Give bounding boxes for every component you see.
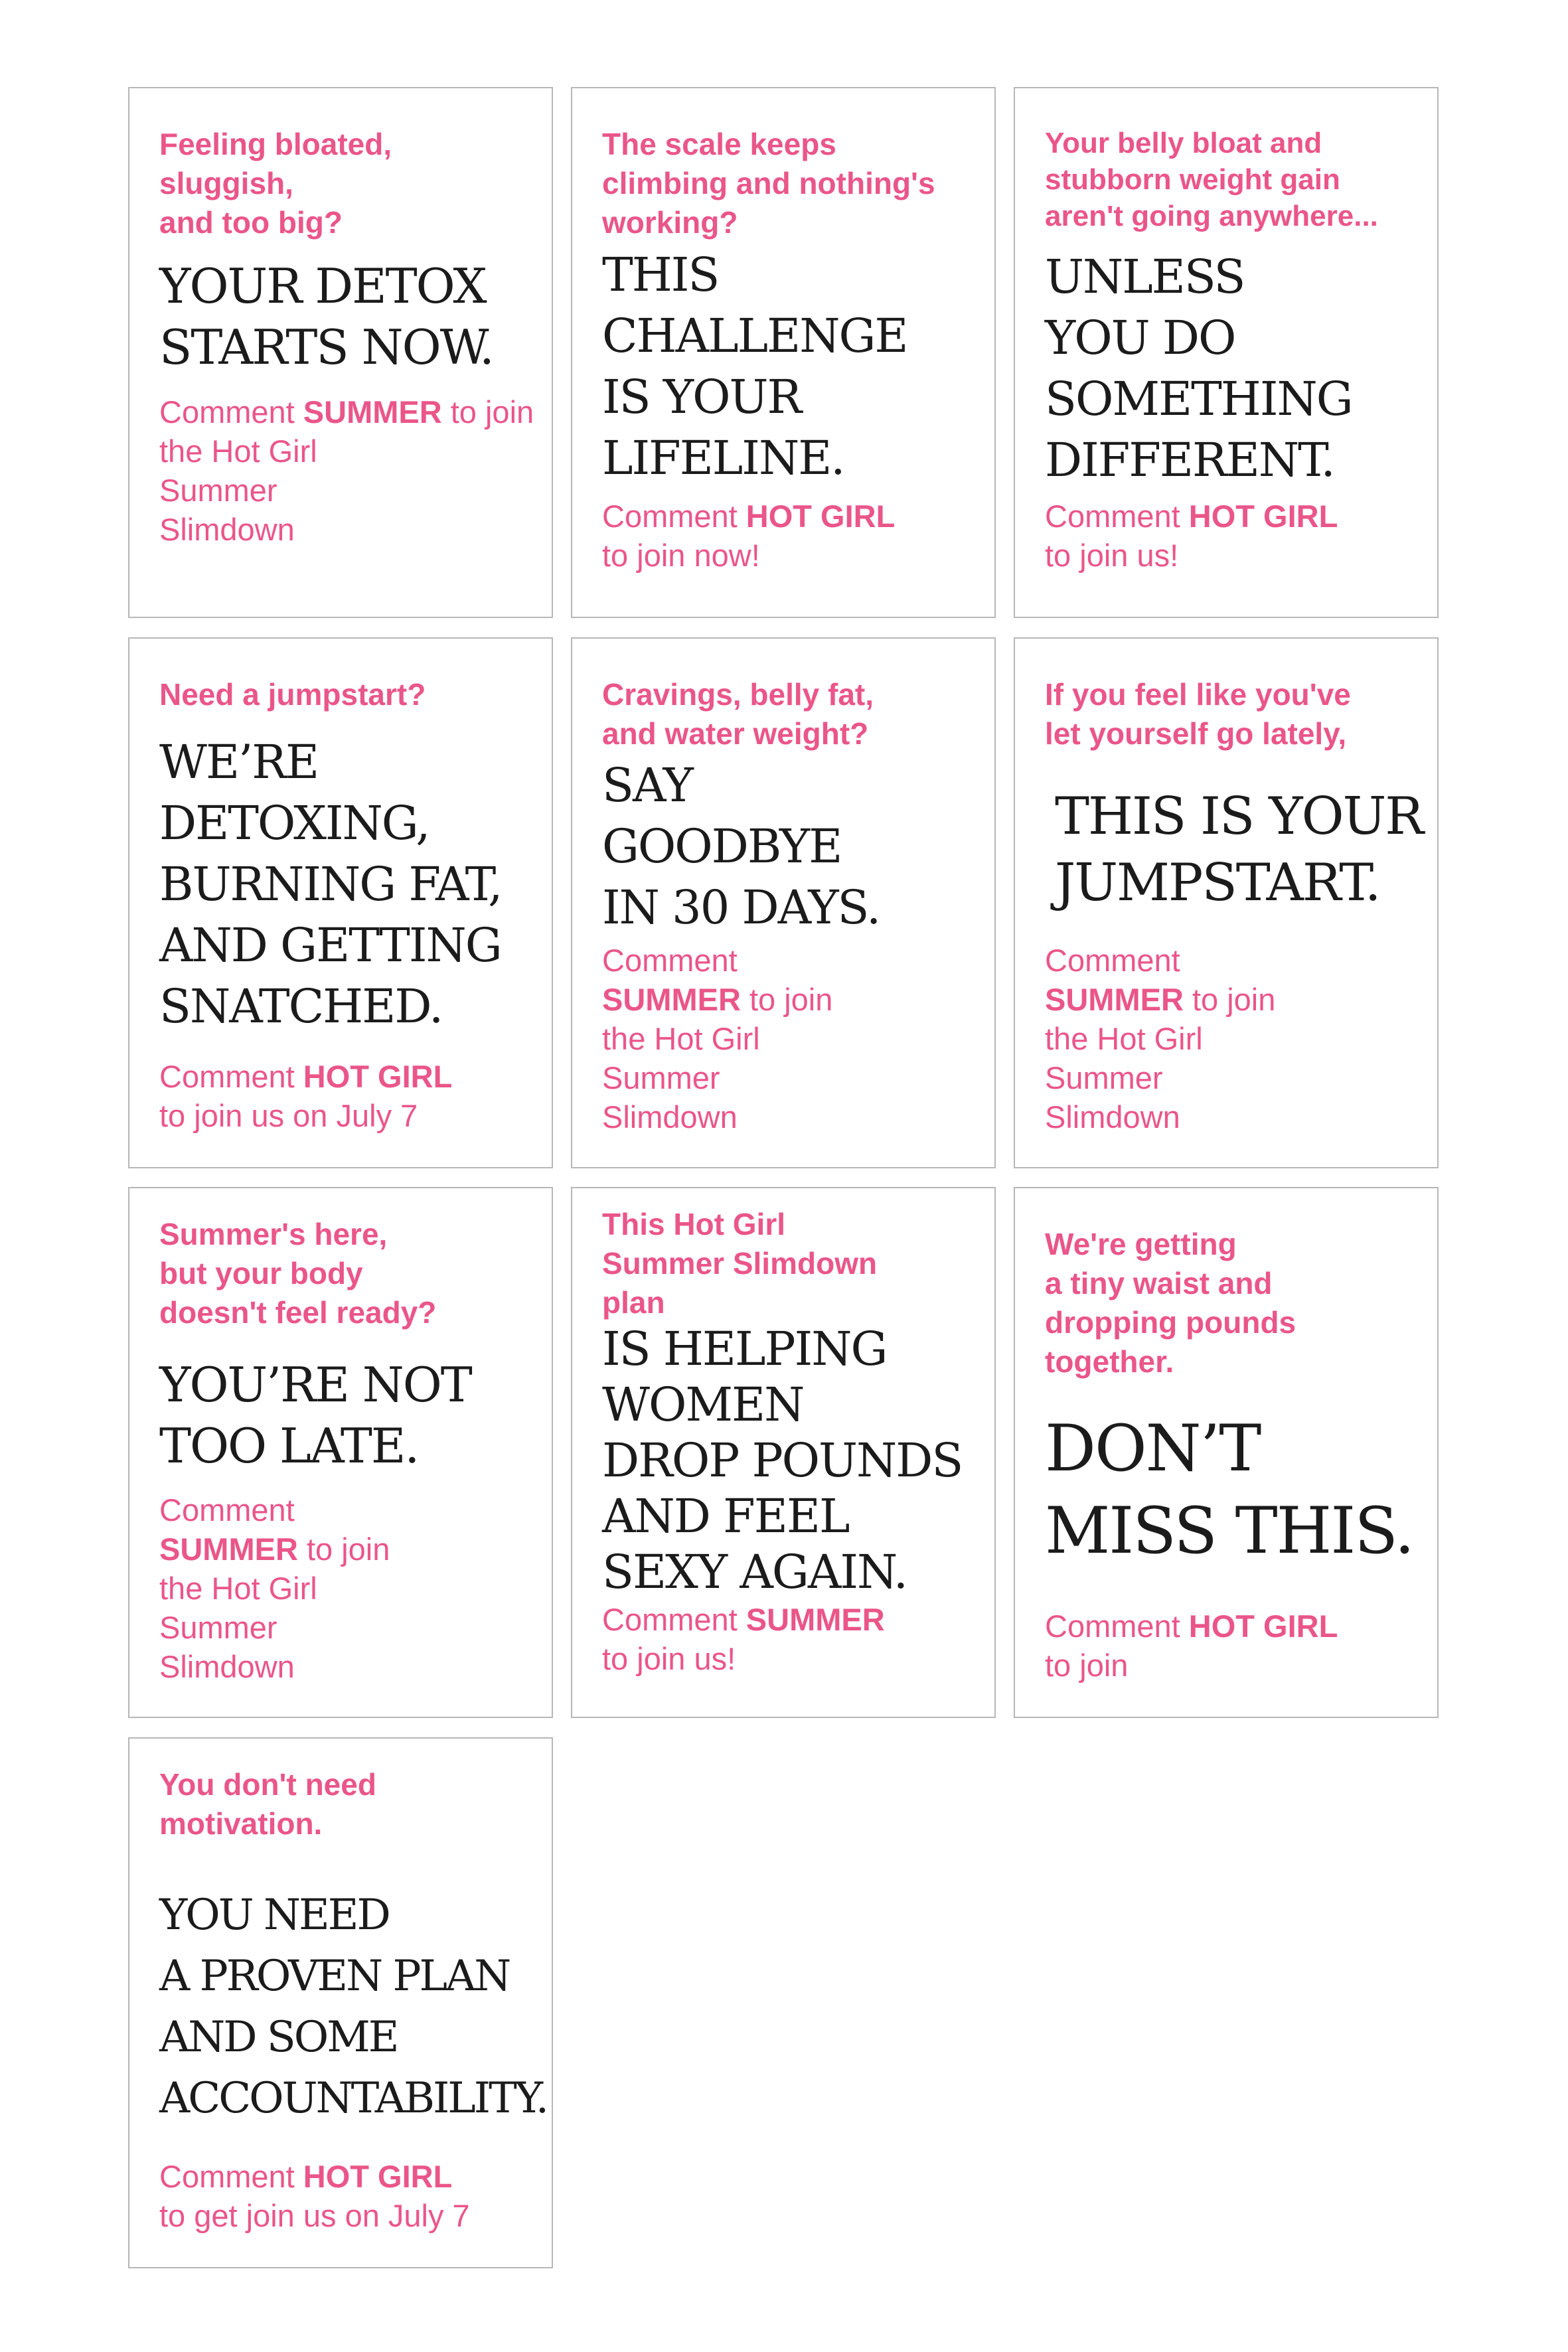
cta-prefix: Comment [159, 1492, 295, 1528]
card-cta [602, 1600, 982, 1678]
cta-keyword: SUMMER [159, 1531, 298, 1567]
cta-suffix: to join [1045, 1648, 1129, 1683]
cta-prefix: Comment [159, 394, 303, 430]
cta-keyword: HOT GIRL [303, 1059, 453, 1094]
cta-suffix: to join now! [602, 538, 760, 573]
cta-keyword: HOT GIRL [1188, 1608, 1338, 1644]
card-subheading: You don't need motivation. [159, 1767, 376, 1841]
cta-keyword: SUMMER [602, 982, 741, 1017]
card-subheading: If you feel like you've let yourself go lately, [1045, 677, 1351, 751]
cta-prefix: Comment [1045, 1608, 1189, 1644]
cta-suffix: to get join us on July 7 [159, 2198, 470, 2233]
card-subheading: The scale keeps climbing and nothing's working? [602, 127, 935, 240]
cta-suffix: to join the Hot Girl Summer Slimdown [159, 1531, 390, 1684]
card-subheading: Summer's here, but your body doesn't feel ready? [159, 1217, 437, 1330]
cta-suffix: to join the Hot Girl Summer Slimdown [1045, 982, 1276, 1135]
cta-prefix: Comment [159, 2159, 303, 2194]
post-card-6 [1014, 637, 1439, 1168]
card-subheading: We're getting a tiny waist and dropping pounds together. [1045, 1227, 1296, 1379]
card-cta [159, 2157, 540, 2235]
card-cta [602, 941, 982, 1137]
card-cta [159, 1490, 540, 1686]
cta-keyword: HOT GIRL [303, 2159, 453, 2194]
card-headline: YOU’RE NOT TOO LATE. [159, 1357, 471, 1474]
cta-keyword: HOT GIRL [1188, 499, 1338, 534]
post-card-4 [128, 637, 553, 1168]
post-card-8 [571, 1187, 996, 1718]
card-subheading: This Hot Girl Summer Slimdown plan [602, 1207, 878, 1320]
card-subheading: Cravings, belly fat, and water weight? [602, 677, 874, 751]
cta-suffix: to join the Hot Girl Summer Slimdown [159, 394, 534, 547]
post-card-10 [128, 1737, 553, 2268]
cta-prefix: Comment [159, 1059, 303, 1094]
card-headline: IS HELPING WOMEN DROP POUNDS AND FEEL SEXY AGAIN. [602, 1322, 963, 1599]
card-headline: WE’RE DETOXING, BURNING FAT, AND GETTING SNATCHED. [159, 735, 502, 1034]
card-subheading: Feeling bloated, sluggish, and too big? [159, 127, 392, 240]
card-cta [159, 392, 540, 549]
card-subheading: Your belly bloat and stubborn weight gain aren't going anywhere... [1045, 127, 1378, 232]
post-card-5 [571, 637, 996, 1168]
card-cta [1045, 941, 1425, 1137]
card-headline: YOUR DETOX STARTS NOW. [159, 258, 493, 375]
card-cta [159, 1057, 540, 1135]
card-headline: THIS CHALLENGE IS YOUR LIFELINE. [602, 248, 907, 485]
cta-suffix: to join us on July 7 [159, 1098, 418, 1133]
card-cta [602, 497, 982, 575]
post-card-1 [128, 87, 553, 618]
post-card-9 [1014, 1187, 1439, 1718]
card-headline: YOU NEED A PROVEN PLAN AND SOME ACCOUNTABILITY. [159, 1891, 548, 2123]
cta-keyword: SUMMER [1045, 982, 1184, 1017]
card-headline: SAY GOODBYE IN 30 DAYS. [602, 758, 880, 935]
card-headline: DON’T MISS THIS. [1045, 1411, 1414, 1568]
cta-suffix: to join the Hot Girl Summer Slimdown [602, 982, 833, 1135]
cta-keyword: HOT GIRL [745, 499, 896, 534]
card-subheading: Need a jumpstart? [159, 677, 426, 712]
card-headline: UNLESS YOU DO SOMETHING DIFFERENT. [1045, 250, 1352, 487]
cta-suffix: to join us! [602, 1641, 736, 1676]
cta-keyword: SUMMER [745, 1602, 885, 1637]
cta-prefix: Comment [602, 499, 746, 534]
card-headline: THIS IS YOUR JUMPSTART. [1055, 787, 1423, 913]
card-cta [1045, 497, 1425, 575]
cta-prefix: Comment [602, 1602, 746, 1637]
card-cta [1045, 1607, 1425, 1685]
post-card-3 [1014, 87, 1439, 618]
post-card-2 [571, 87, 996, 618]
cta-suffix: to join us! [1045, 538, 1179, 573]
cta-prefix: Comment [1045, 499, 1189, 534]
cta-keyword: SUMMER [303, 394, 442, 430]
cta-prefix: Comment [1045, 943, 1180, 978]
post-card-7 [128, 1187, 553, 1718]
cta-prefix: Comment [602, 943, 738, 978]
